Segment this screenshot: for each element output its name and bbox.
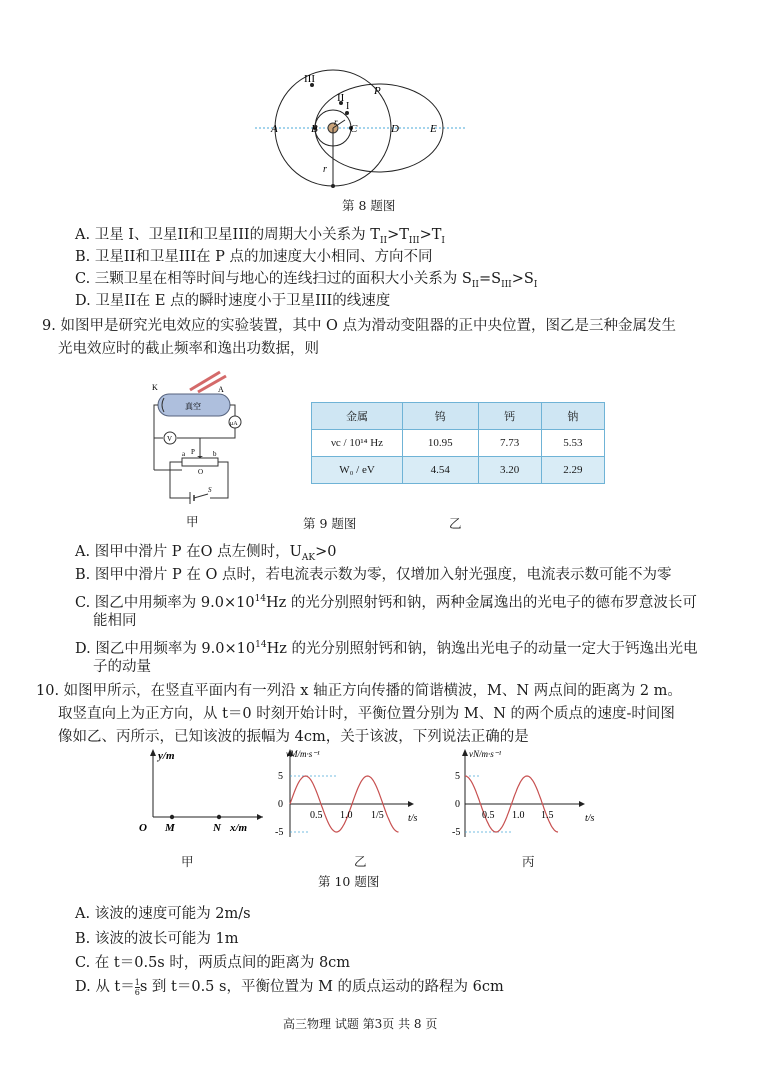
table-row	[312, 430, 605, 457]
q10-fig-bing	[445, 745, 595, 845]
q10-label-jia: 甲	[181, 854, 194, 869]
q8-label-r1: r	[334, 117, 338, 127]
q10-bing-ylabel: vN/m·s⁻¹	[469, 749, 502, 759]
q10-yi-tick-m5: -5	[275, 827, 284, 838]
q8-label-r3: r	[323, 164, 327, 175]
q9-label-b: b	[213, 450, 217, 458]
q10-bing-xlabel: t/s	[585, 813, 595, 824]
q9-label-jia: 甲	[186, 514, 199, 529]
q10-bing-tick-m5: -5	[452, 827, 461, 838]
table-row	[312, 457, 605, 484]
q8-label-III: III	[304, 73, 315, 85]
q8-option-c: C. 三颗卫星在相等时间与地心的连线扫过的面积大小关系为 $S_{II}=S_{III}>S_I$	[75, 271, 538, 290]
q9-stem-line2: 光电效应时的截止频率和逸出功数据，则	[58, 341, 319, 357]
q9-label-uA: μA	[230, 421, 238, 427]
table-cell: 钨	[403, 403, 479, 430]
q9-option-d: D. 图乙中用频率为 $9.0\times 10^{14}Hz$ 的光分别照射钙和钠，钠逸出光电子的动量一定大于钙逸出光电	[75, 640, 698, 657]
q8-option-d: D. 卫星II在 E 点的瞬时速度小于卫星III的线速度	[75, 293, 391, 309]
q10-bing-xtick-1: 0.5	[482, 810, 495, 821]
q10-jia-xlabel: x/m	[230, 822, 248, 834]
q9-label-O: O	[198, 468, 204, 476]
q10-option-b: B. 该波的波长可能为 1m	[75, 931, 239, 947]
table-cell: 2.29	[541, 457, 604, 484]
q10-yi-tick-0: 0	[278, 799, 283, 810]
q8-option-a: A. 卫星 I、卫星II和卫星III的周期大小关系为 $T_{II}>T_{III}>T_I$	[75, 227, 445, 246]
q10-fig-jia	[128, 745, 268, 835]
table-cell: νc / 10¹⁴ Hz	[312, 430, 403, 457]
q10-option-d: D. 从 t＝ $\frac{1}{6}$ s 到 t＝0.5 s，平衡位置为 M 的质点运动的路程为 6cm	[75, 977, 504, 997]
q10-yi-tick-5: 5	[278, 771, 283, 782]
q10-jia-O: O	[139, 822, 147, 834]
q10-yi-xtick-3: 1/5	[371, 810, 384, 821]
q10-stem-line3: 像如乙、丙所示，已知该波的振幅为 4cm，关于该波，下列说法正确的是	[58, 729, 529, 745]
table-cell: 10.95	[403, 430, 479, 457]
q10-jia-ylabel: y/m	[158, 750, 175, 762]
q9-option-d-cont: 子的动量	[93, 659, 151, 675]
q10-bing-xtick-2: 1.0	[512, 810, 525, 821]
q10-stem-line1: 10. 如图甲所示，在竖直平面内有一列沿 x 轴正方向传播的简谐横波，M、N 两点间的距离为 2 m。	[36, 683, 682, 699]
q10-fig-yi	[270, 745, 420, 845]
q8-label-I: I	[346, 101, 350, 112]
q9-metal-table	[311, 402, 605, 484]
q9-label-P: P	[191, 448, 195, 456]
q10-bing-tick-0: 0	[455, 799, 460, 810]
table-cell: 4.54	[403, 457, 479, 484]
q9-label-yi: 乙	[449, 516, 462, 531]
q8-label-E: E	[430, 123, 437, 135]
q10-caption: 第 10 题图	[318, 874, 380, 889]
q10-bing-xtick-3: 1.5	[541, 810, 554, 821]
table-cell: 钙	[478, 403, 541, 430]
q8-label-II: II	[337, 92, 345, 104]
q9-option-a: A. 图甲中滑片 P 在O 点左侧时，$U_{AK}>0$	[75, 544, 337, 563]
q10-stem-line2: 取竖直向上为正方向，从 t＝0 时刻开始计时，平衡位置分别为 M、N 的两个质点的速度-时间图	[58, 706, 675, 722]
q10-jia-N: N	[213, 822, 221, 834]
q9-label-V: V	[167, 435, 173, 443]
q8-label-P: P	[374, 85, 381, 97]
table-cell: 金属	[312, 403, 403, 430]
table-cell: 钠	[541, 403, 604, 430]
table-row	[312, 403, 605, 430]
q10-option-d-fraction: $\frac{1}{6}$	[134, 977, 140, 997]
q8-orbit-figure	[255, 68, 465, 193]
q10-option-c: C. 在 t＝0.5s 时，两质点间的距离为 8cm	[75, 955, 351, 971]
q8-label-A: A	[271, 123, 278, 135]
q9-label-S: S	[208, 486, 212, 494]
q10-jia-M: M	[165, 822, 175, 834]
q8-caption: 第 8 题图	[342, 198, 396, 213]
q10-yi-ylabel: vM/m·s⁻¹	[286, 749, 320, 759]
table-cell: 7.73	[478, 430, 541, 457]
q10-yi-xlabel: t/s	[408, 813, 418, 824]
q9-stem-line1: 9. 如图甲是研究光电效应的实验装置，其中 O 点为滑动变阻器的正中央位置，图乙是三种金属发生	[42, 318, 677, 334]
q9-label-a: a	[182, 450, 186, 458]
q8-label-B: B	[311, 123, 318, 135]
q8-option-b: B. 卫星II和卫星III在 P 点的加速度大小相同、方向不同	[75, 249, 433, 265]
q10-yi-xtick-1: 0.5	[310, 810, 323, 821]
q9-label-K: K	[152, 383, 158, 392]
table-cell: W₀ / eV	[312, 457, 403, 484]
q8-label-C: C	[350, 123, 358, 135]
q9-label-A: A	[218, 385, 224, 394]
q8-label-D: D	[391, 123, 399, 135]
q9-option-c-cont: 能相同	[93, 613, 137, 629]
q9-option-b: B. 图甲中滑片 P 在 O 点时，若电流表示数为零，仅增加入射光强度，电流表示数可能不为零	[75, 567, 672, 583]
q9-apparatus-figure	[150, 370, 245, 510]
table-cell: 5.53	[541, 430, 604, 457]
page-footer: 高三物理 试题 第3页 共 8 页	[283, 1017, 438, 1031]
table-cell: 3.20	[478, 457, 541, 484]
q10-option-a: A. 该波的速度可能为 2m/s	[75, 906, 251, 922]
q9-option-c: C. 图乙中用频率为 $9.0\times 10^{14}Hz$ 的光分别照射钙和钠，两种金属逸出的光电子的德布罗意波长可	[75, 594, 697, 611]
q9-caption: 第 9 题图	[303, 516, 357, 531]
q9-label-vacuum: 真空	[185, 402, 201, 411]
q10-label-bing: 丙	[522, 854, 535, 869]
q10-label-yi: 乙	[354, 854, 367, 869]
q10-bing-tick-5: 5	[455, 771, 460, 782]
q10-yi-xtick-2: 1.0	[340, 810, 353, 821]
